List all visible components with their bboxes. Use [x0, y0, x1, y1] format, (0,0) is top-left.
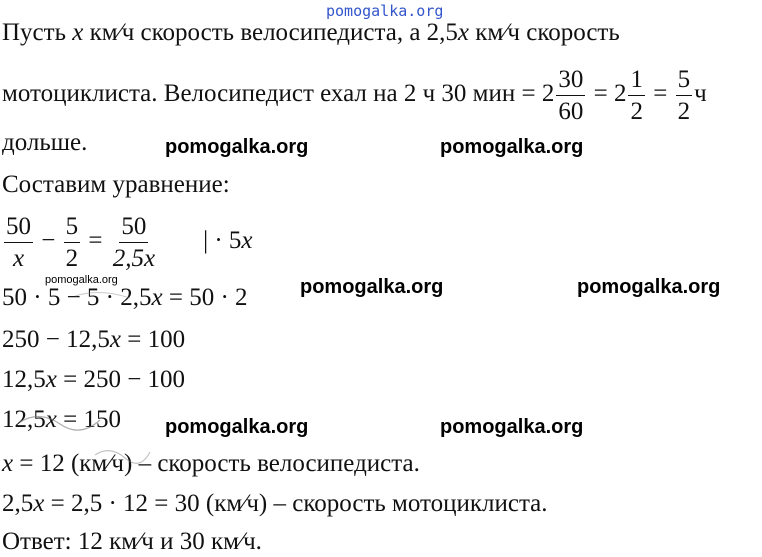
step-5: x = 12 (км⁄ч) – скорость велосипедиста.: [2, 450, 420, 477]
equation-line: $\frac{50}{x}$ − $\frac{5}{2}$ = $\frac{50}{2,5x}$ | · 5x: [6, 212, 253, 272]
watermark-bold-5: pomogalka.org: [165, 416, 309, 438]
step-2: 250 − 12,5x = 100: [2, 326, 186, 353]
section-heading: Составим уравнение:: [2, 171, 230, 198]
intro-line-3: дольше.: [2, 129, 88, 156]
watermark-bold-4: pomogalka.org: [577, 276, 721, 298]
fraction-50-2-5x: $\frac{50}{2,5x}$: [112, 212, 156, 272]
step-3: 12,5x = 250 − 100: [2, 366, 186, 393]
fraction-5-2: $\frac{5}{2}$: [677, 65, 691, 125]
step-1: 50 · 5 − 5 · 2,5x = 50 · 2: [2, 284, 248, 311]
fraction-5-2-eq: $\frac{5}{2}$: [65, 212, 79, 272]
watermark-bold-2: pomogalka.org: [440, 136, 584, 158]
watermark-top: pomogalka.org: [326, 2, 444, 20]
watermark-bold-6: pomogalka.org: [440, 416, 584, 438]
intro-line-2: мотоциклиста. Велосипедист ехал на 2 ч 30 мин = 2 $\frac{30}{60}$ = 2 $\frac{1}{2}$ = $\frac{5}{2}$ ч: [2, 65, 707, 125]
fraction-30-60: $\frac{30}{60}$: [558, 65, 584, 125]
step-4: 12,5x = 150: [2, 406, 121, 433]
watermark-bold-1: pomogalka.org: [165, 136, 309, 158]
answer-line: Ответ: 12 км⁄ч и 30 км⁄ч.: [2, 528, 262, 555]
fraction-1-2: $\frac{1}{2}$: [630, 65, 643, 125]
watermark-small: pomogalka.org: [45, 274, 118, 286]
intro-line-1: Пусть x км⁄ч скорость велосипедиста, а 2,5x км⁄ч скорость: [2, 19, 620, 46]
fraction-50-x: $\frac{50}{x}$: [6, 212, 31, 272]
watermark-bold-3: pomogalka.org: [300, 276, 444, 298]
step-6: 2,5x = 2,5 · 12 = 30 (км⁄ч) – скорость мотоциклиста.: [2, 490, 548, 517]
